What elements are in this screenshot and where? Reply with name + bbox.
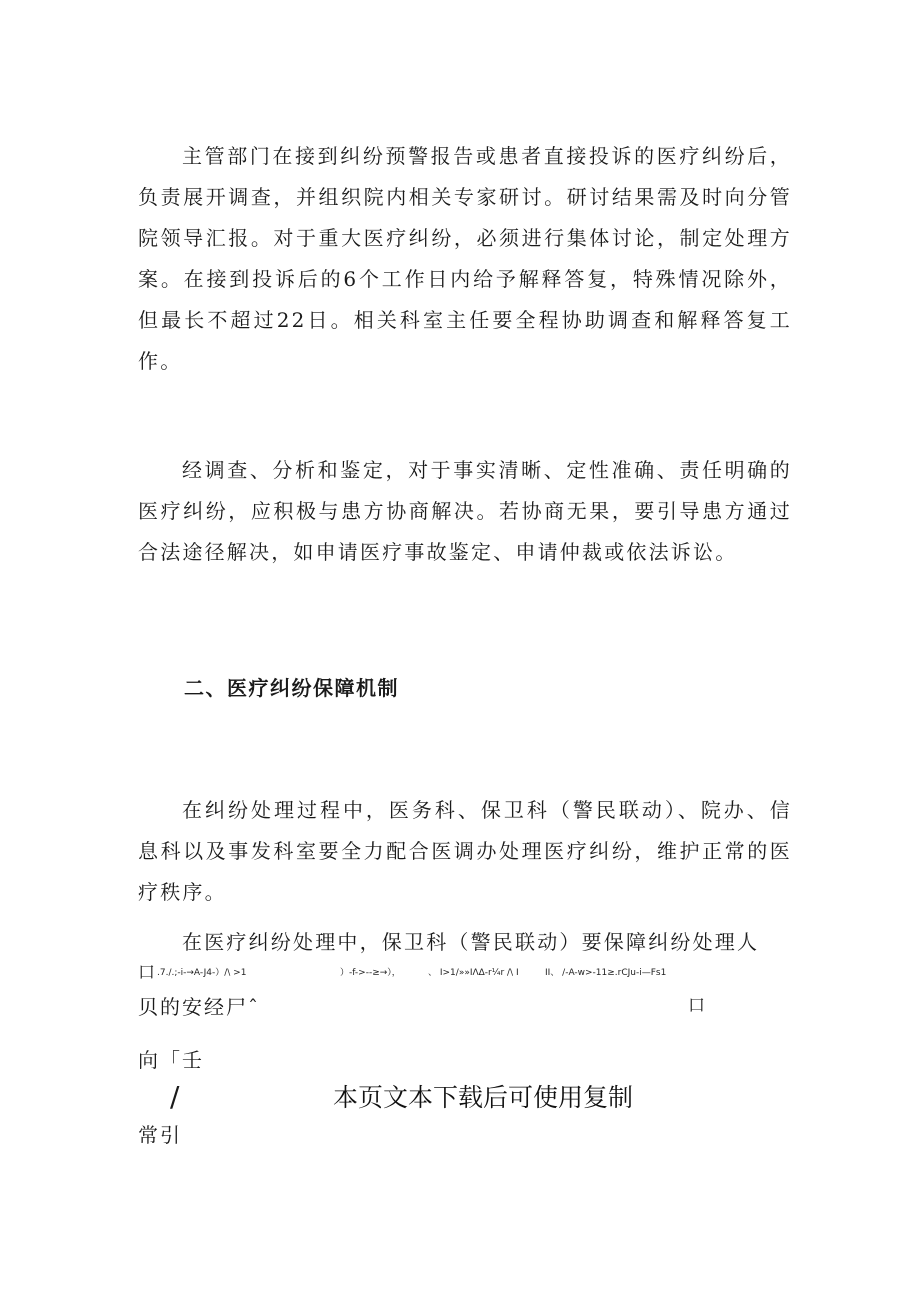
ocr-garbled-segment: 、 I>1/»»IΛΔ-r¼r /\ I — [428, 968, 519, 978]
ocr-fragment-line: 向「壬 — [138, 1048, 204, 1072]
ocr-garbled-segment: .7./.;-i-→A-J4-）/\ >1 — [157, 968, 247, 978]
ocr-fragment-line: 贝的安经尸ˆ — [138, 995, 260, 1019]
download-copy-notice: 本页文本下载后可使用复制 — [333, 1083, 634, 1112]
paragraph-negotiation: 经调查、分析和鉴定，对于事实清晰、定性准确、责任明确的医疗纠纷，应积极与患方协商解决。若协商无果，要引导患方通过合法途径解决，如申请医疗事故鉴定、申请仲裁或依法诉讼。 — [138, 458, 792, 564]
paragraph-complaint-handling: 主管部门在接到纠纷预警报告或患者直接投诉的医疗纠纷后，负责展开调查，并组织院内相关专家研讨。研讨结果需及时向分管院领导汇报。对于重大医疗纠纷，必须进行集体讨论，制定处理方案。在接到投诉后的6个工作日内给予解释答复，特殊情况除外，但最长不超过22日。相关科室主任要全程协助调查和解释答复工作。 — [138, 144, 792, 373]
ocr-box-glyph-left: 口 — [138, 963, 155, 983]
paragraph-security: 在医疗纠纷处理中，保卫科（警民联动）要保障纠纷处理人 — [182, 930, 760, 954]
ocr-box-glyph-right: 口 — [688, 996, 705, 1016]
paragraph-cooperation: 在纠纷处理过程中，医务科、保卫科（警民联动）、院办、信息科以及事发科室要全力配合医调办处理医疗纠纷，维护正常的医疗秩序。 — [138, 798, 792, 904]
ocr-garbled-segment: ）-f->--≥→）， — [340, 968, 401, 978]
ocr-garbled-segment: II、 /-A-w>-11≥.rCJu-i—Fs1 — [545, 968, 667, 978]
ocr-fragment-line: 常引 — [138, 1123, 182, 1147]
section-heading: 二、医疗纠纷保障机制 — [184, 676, 399, 700]
slash-mark: / — [170, 1080, 180, 1113]
